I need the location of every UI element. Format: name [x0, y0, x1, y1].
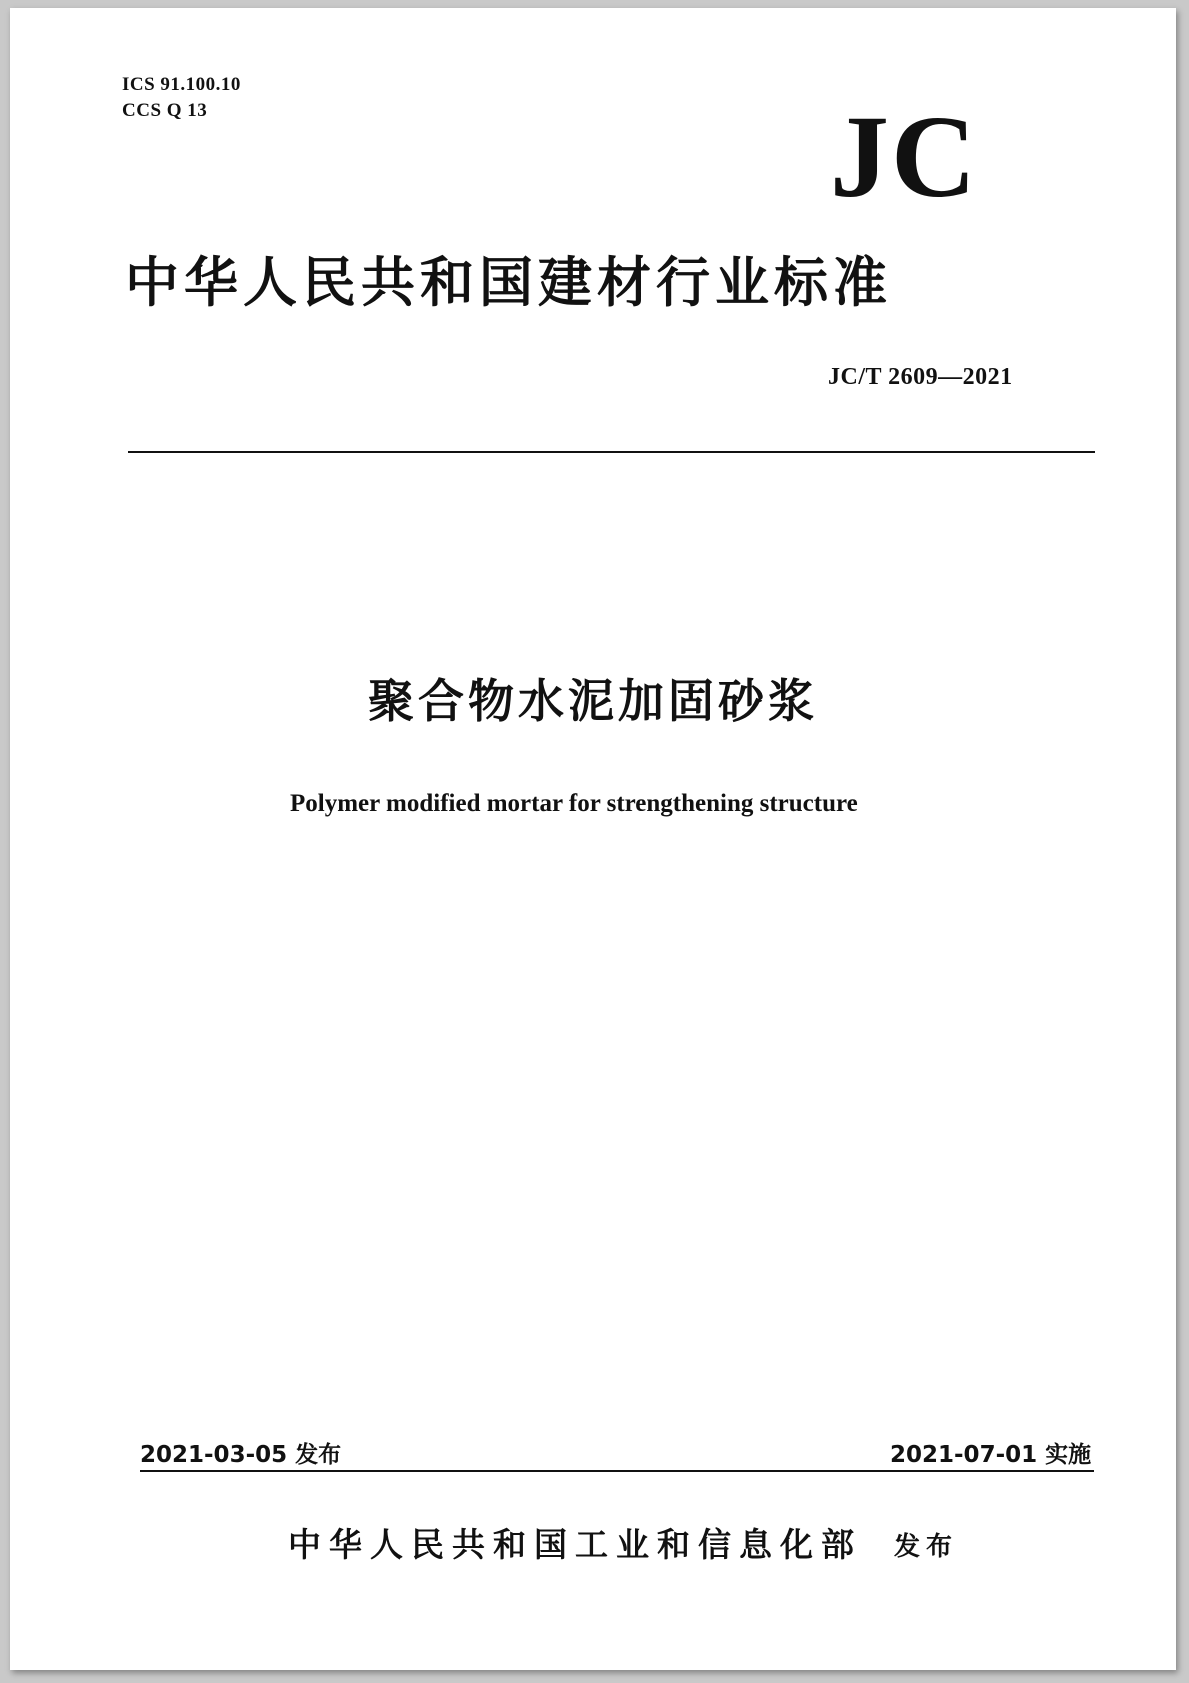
implementation-date: 2021-07-01 实施	[890, 1442, 1092, 1468]
bottom-divider	[140, 1470, 1094, 1472]
publisher-name: 中华人民共和国工业和信息化部	[288, 1525, 862, 1564]
document-page	[10, 8, 1176, 1670]
standard-mark: JC	[830, 91, 979, 222]
standard-authority-title: 中华人民共和国建材行业标准	[125, 251, 892, 314]
issue-date: 2021-03-05 发布	[140, 1442, 342, 1468]
document-title-english: Polymer modified mortar for strengthening structure	[290, 790, 858, 817]
top-divider	[128, 451, 1095, 453]
ccs-code: CCS Q 13	[122, 100, 208, 121]
ics-code: ICS 91.100.10	[122, 74, 241, 95]
standard-number: JC/T 2609—2021	[828, 364, 1013, 390]
document-title-chinese: 聚合物水泥加固砂浆	[368, 674, 818, 728]
publisher-suffix: 发布	[894, 1532, 959, 1562]
